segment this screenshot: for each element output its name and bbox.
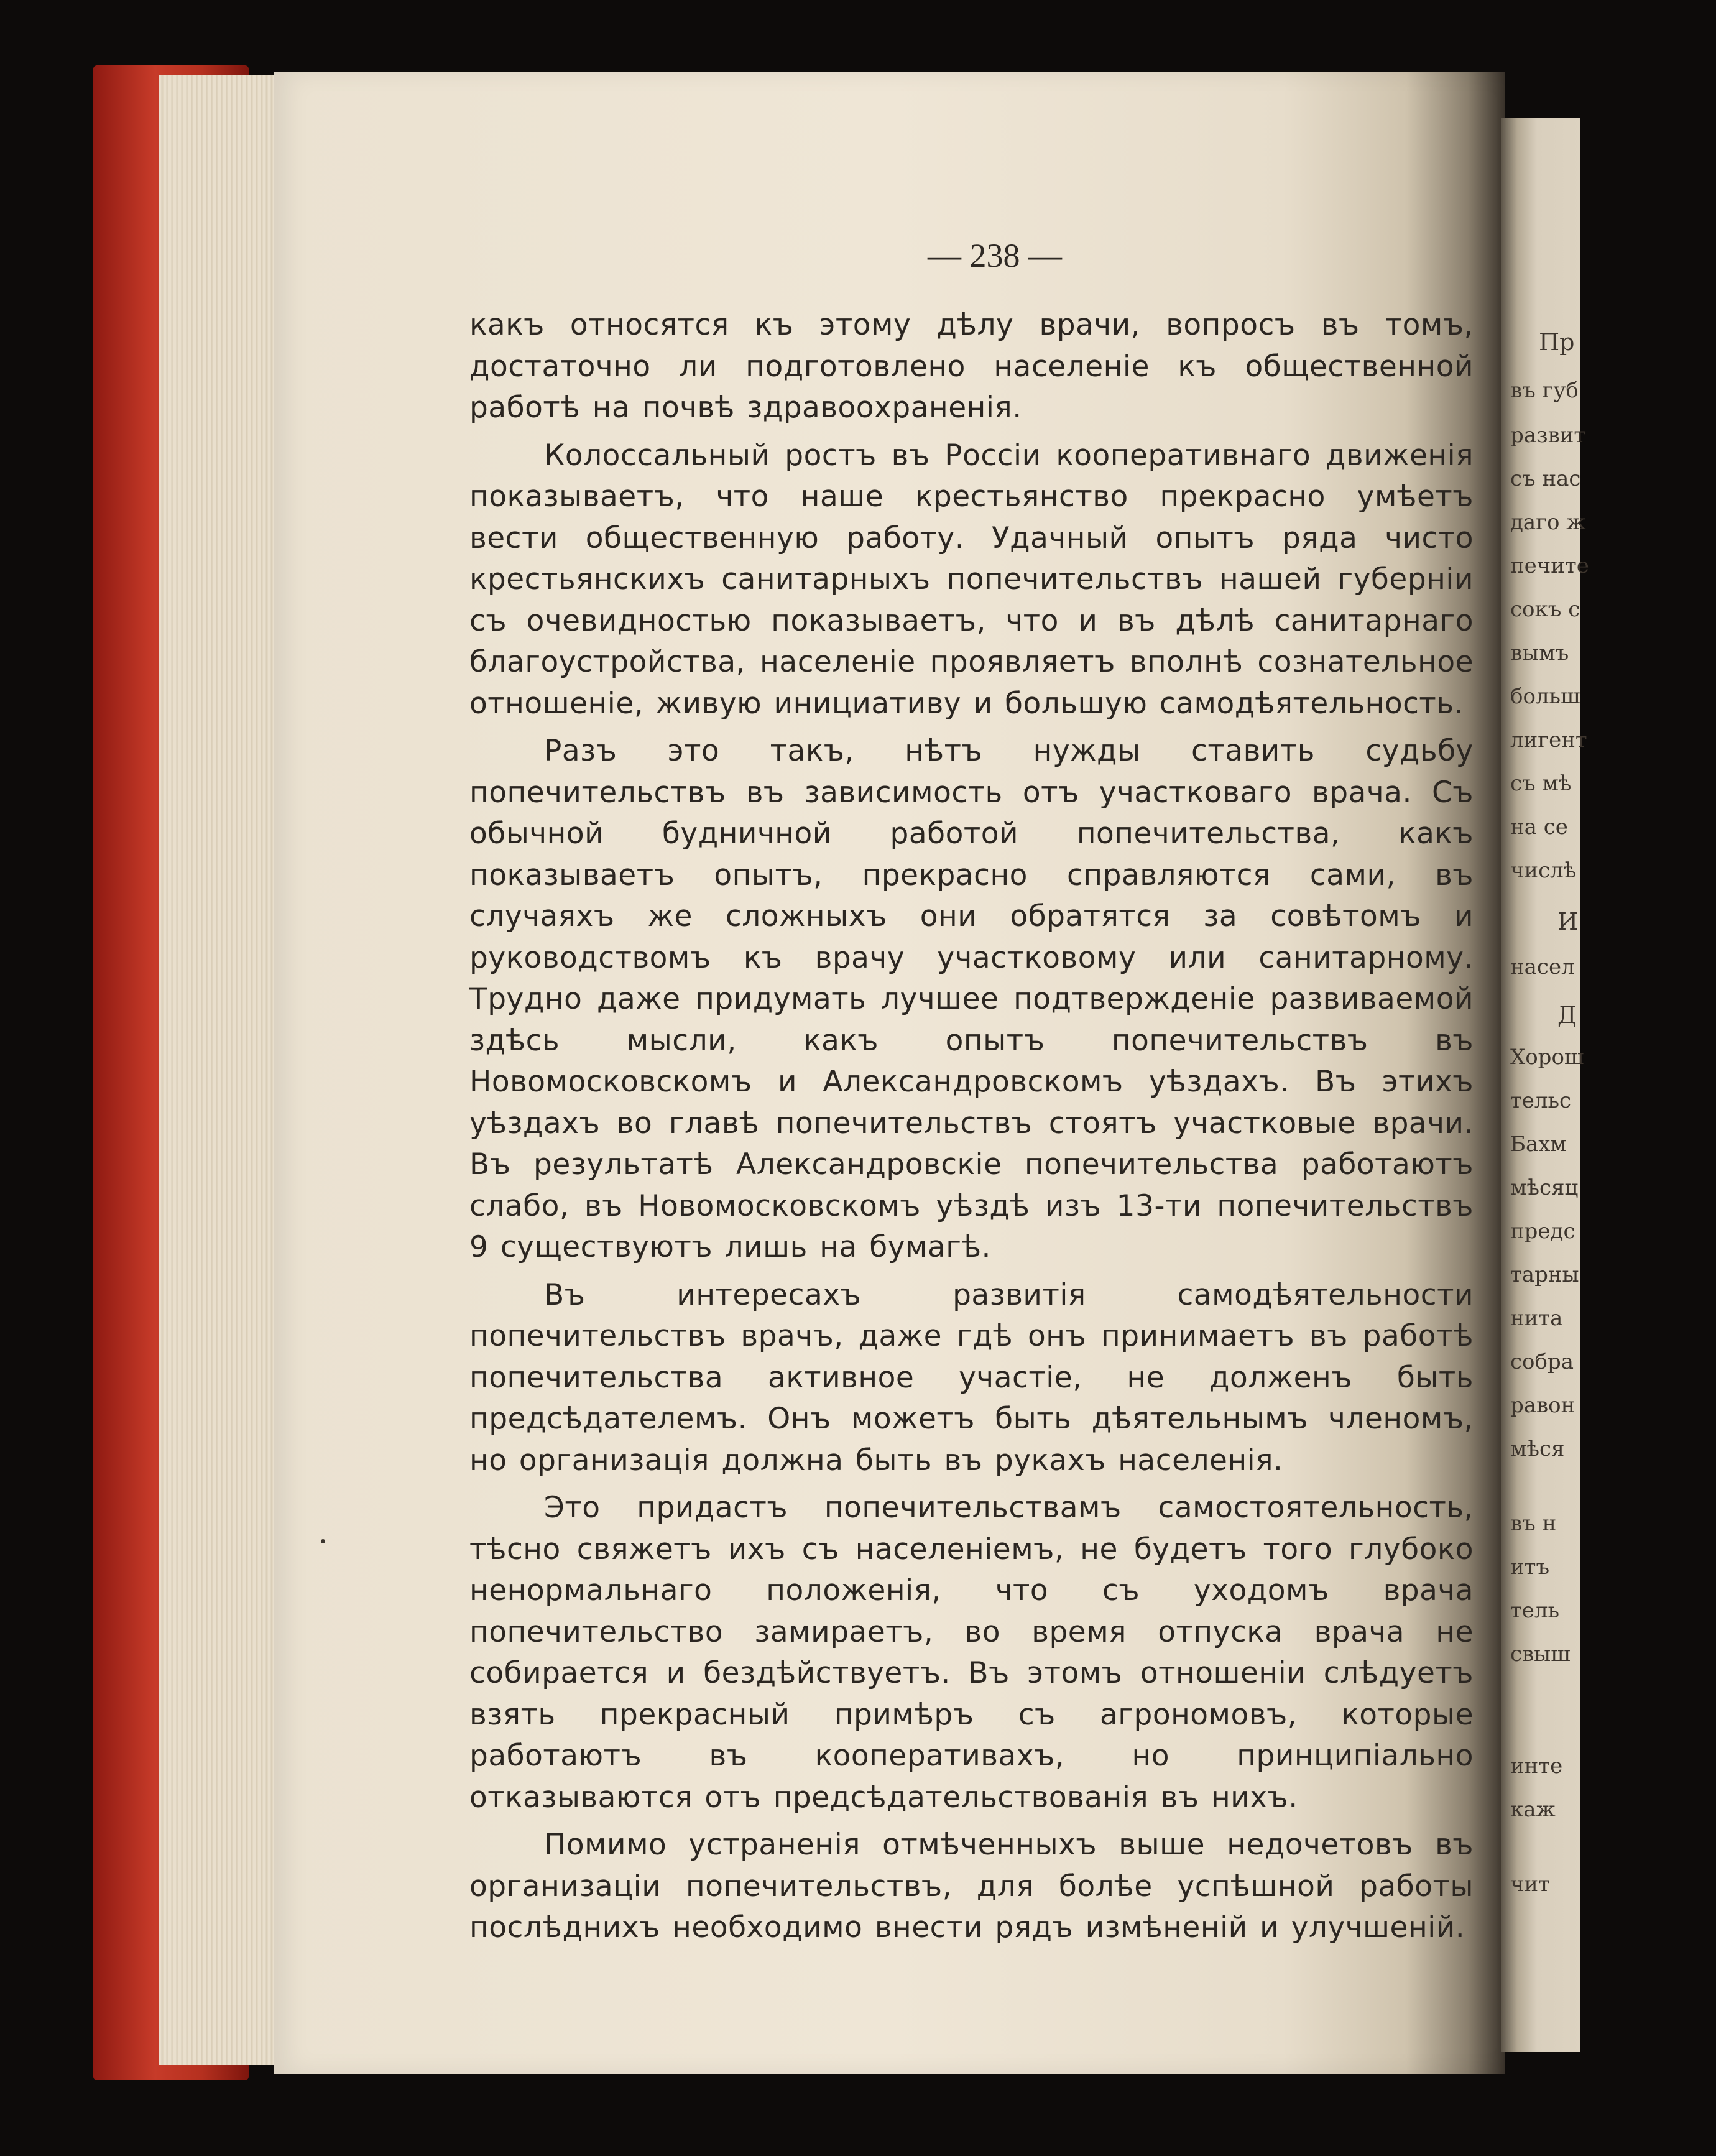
page-number: — 238 — bbox=[928, 237, 1062, 274]
next-page-fragment: числѣ bbox=[1510, 858, 1577, 883]
paragraph: Это придастъ попечительствамъ самостоятельность, тѣсно свяжетъ ихъ съ населенiемъ, не будетъ того глубоко ненормальнаго положенiя, что съ уходомъ врача попечительство замираетъ, во время отпуска врача не собирается и бездѣйствуетъ. Въ этомъ отношенiи слѣдуетъ взять прекрасный примѣръ съ агрономовъ, которые работаютъ въ кооперативахъ, но принципiально отказываются отъ предсѣдательствованiя въ нихъ. bbox=[469, 1491, 1474, 1815]
next-page-fragment: вымъ bbox=[1510, 641, 1569, 665]
next-page-fragment: каж bbox=[1510, 1797, 1556, 1822]
next-page-fragment: инте bbox=[1510, 1754, 1563, 1779]
next-page-fragment: предс bbox=[1510, 1219, 1575, 1244]
paragraph: Помимо устраненiя отмѣченныхъ выше недочетовъ въ организацiи попечительствъ, для болѣе успѣшной работы послѣднихъ необходимо внести рядъ измѣненiй и улучшенiй. bbox=[469, 1828, 1474, 1945]
paragraph: Колоссальный ростъ въ Россiи кооперативнаго движенiя показываетъ, что наше крестьянство прекрасно умѣетъ вести общественную работу. Удачный опытъ ряда чисто крестьянскихъ санитарныхъ попечительствъ нашей губернiи съ очевидностью показываетъ, что и въ дѣлѣ санитарнаго благоустройства, населенiе проявляетъ вполнѣ сознательное отношенiе, живую инициативу и большую самодѣятельность. bbox=[469, 438, 1474, 721]
next-page-fragment: Хорош bbox=[1510, 1045, 1584, 1070]
next-page-fragment: съ нас bbox=[1510, 466, 1581, 491]
next-page-fragment: больш bbox=[1510, 684, 1580, 709]
next-page-fragment: сокъ с bbox=[1510, 597, 1580, 622]
next-page-fragment: мѣсяц bbox=[1510, 1175, 1579, 1200]
next-page-fragment: нита bbox=[1510, 1306, 1563, 1331]
paragraph: какъ относятся къ этому дѣлу врачи, вопросъ въ томъ, достаточно ли подготовлено населенiе къ общественной работѣ на почвѣ здравоохраненiя. bbox=[469, 308, 1474, 425]
ink-speck bbox=[321, 1539, 325, 1543]
next-page-fragment: чит bbox=[1510, 1872, 1550, 1897]
body-text bbox=[469, 305, 1474, 1955]
next-page-fragment: въ н bbox=[1510, 1511, 1557, 1536]
next-page-fragment: печите bbox=[1510, 553, 1589, 578]
next-page-fragment: тель bbox=[1510, 1598, 1560, 1623]
next-page-fragment: мѣся bbox=[1510, 1437, 1565, 1461]
next-page-fragment: даго ж bbox=[1510, 510, 1586, 535]
next-page-fragment: на се bbox=[1510, 815, 1568, 840]
next-page-fragment: лигент bbox=[1510, 728, 1587, 752]
next-page-fragment: тельс bbox=[1510, 1088, 1572, 1113]
page-edges bbox=[159, 75, 289, 2065]
next-page-fragment: насел bbox=[1510, 955, 1575, 979]
next-page-fragment: съ мѣ bbox=[1510, 771, 1572, 796]
paragraph: Разъ это такъ, нѣтъ нужды ставить судьбу попечительствъ въ зависимость отъ участковаго врача. Съ обычной будничной работой попечительства, какъ показываетъ опытъ, прекрасно справляются сами, въ случаяхъ же сложныхъ они обратятся за совѣтомъ и руководствомъ къ врачу участковому или санитарному. Трудно даже придумать лучшее подтвержденiе развиваемой здѣсь мысли, какъ опытъ попечительствъ въ Новомосковскомъ и Александровскомъ уѣздахъ. Въ этихъ уѣздахъ во главѣ попечительствъ стоятъ участковые врачи. Въ результатѣ Александровскiе попечительства работаютъ слабо, въ Новомосковскомъ уѣздѣ изъ 13-ти попечительствъ 9 существуютъ лишь на бумагѣ. bbox=[469, 734, 1474, 1264]
next-page-fragment: Д bbox=[1557, 1001, 1577, 1029]
next-page-fragment: тарны bbox=[1510, 1262, 1579, 1287]
next-page-fragment: Пр bbox=[1539, 328, 1575, 356]
next-page-fragment: И bbox=[1557, 908, 1579, 935]
next-page-fragment: развит bbox=[1510, 423, 1586, 448]
next-page-fragment: Бахм bbox=[1510, 1132, 1567, 1157]
next-page-fragment: въ губ bbox=[1510, 378, 1579, 403]
next-page bbox=[1502, 118, 1589, 2052]
next-page-fragment: итъ bbox=[1510, 1555, 1550, 1580]
paragraph: Въ интересахъ развитiя самодѣятельности попечительствъ врачъ, даже гдѣ онъ принимаетъ въ работѣ попечительства активное участiе, не долженъ быть предсѣдателемъ. Онъ можетъ быть дѣятельнымъ членомъ, но организацiя должна быть въ рукахъ населенiя. bbox=[469, 1277, 1474, 1478]
next-page-fragment: равон bbox=[1510, 1393, 1575, 1418]
next-page-fragment: собра bbox=[1510, 1349, 1574, 1374]
next-page-fragment: свыш bbox=[1510, 1642, 1571, 1667]
